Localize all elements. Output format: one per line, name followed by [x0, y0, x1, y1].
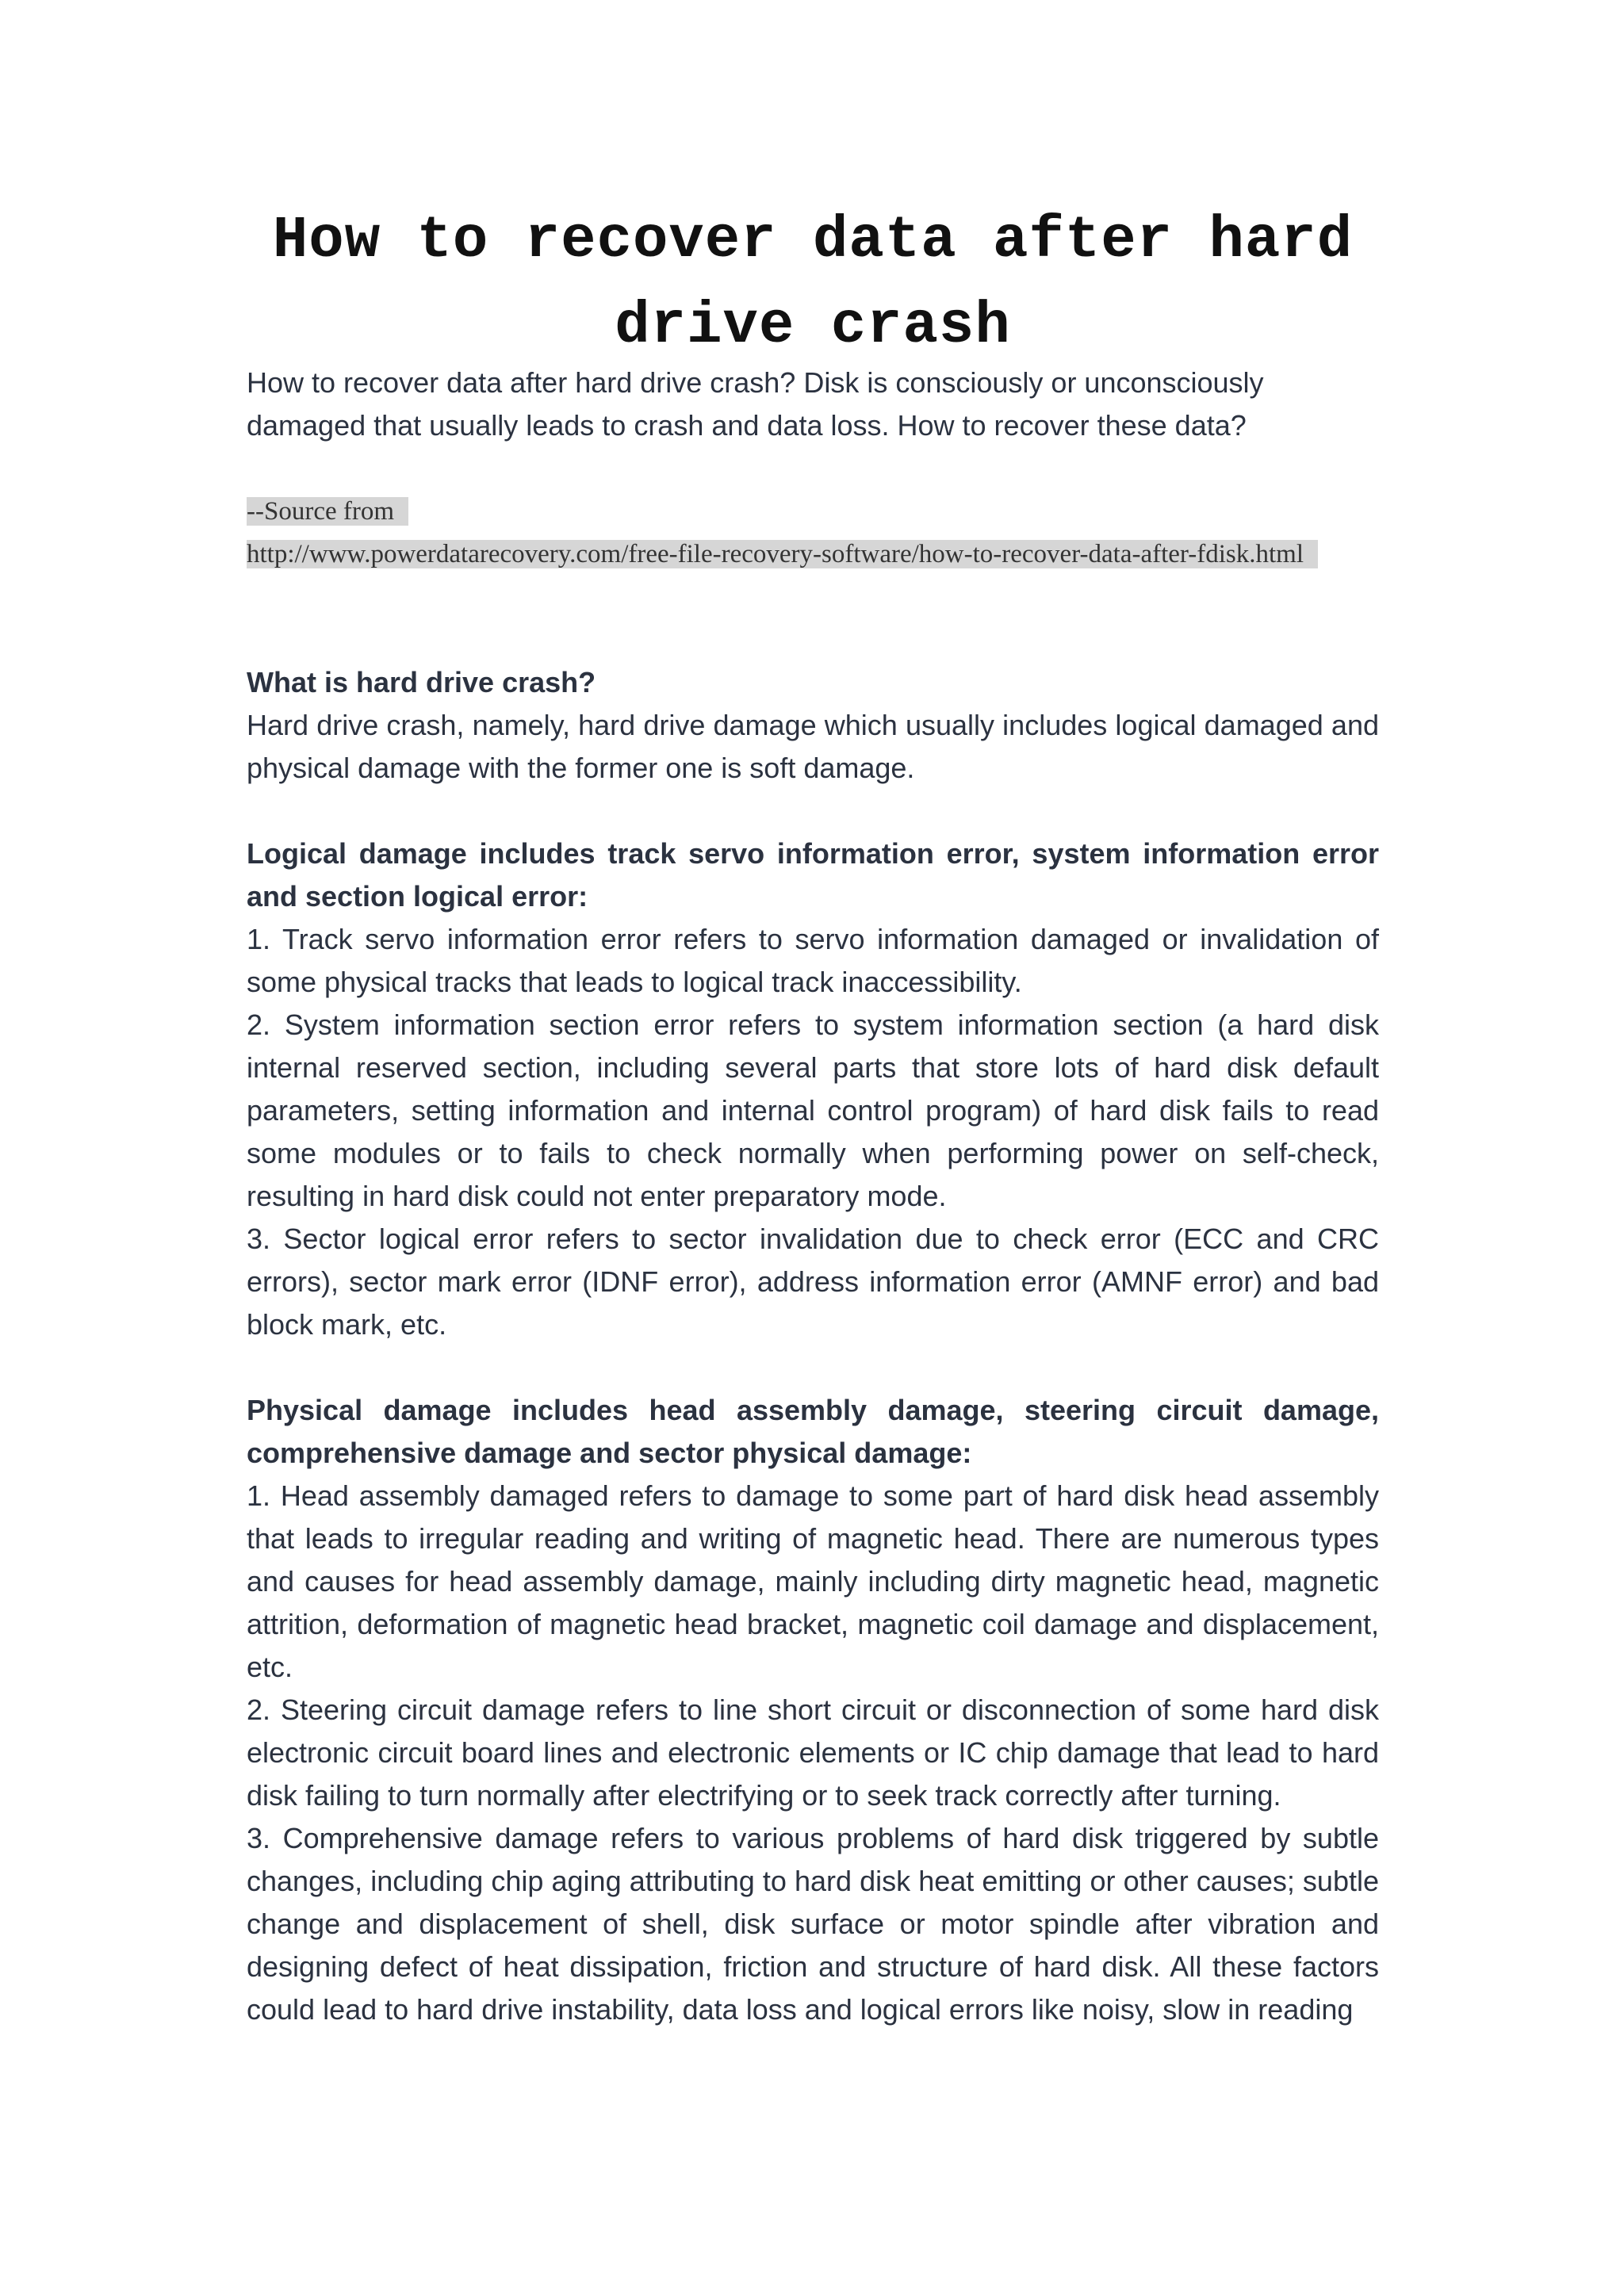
paragraph-gap [247, 790, 1379, 832]
page-title: How to recover data after hard drive crash [272, 208, 1354, 360]
section-body-hard-drive-crash: Hard drive crash, namely, hard drive damage which usually includes logical damaged and physical damage with the former one is soft damage. [247, 709, 1379, 784]
intro-paragraph: How to recover data after hard drive crash? Disk is consciously or unconsciously damaged that usually leads to crash and data loss. How to recover these data? [247, 366, 1264, 442]
list-item-logical-1: 1. Track servo information error refers to servo information damaged or invalidation of some physical tracks that leads to logical track inaccessibility. [247, 923, 1379, 998]
list-item-logical-2: 2. System information section error refers to system information section (a hard disk internal reserved section, including several parts that store lots of hard disk default parameters, setting information and internal control program) of hard disk fails to read some modules or to fails to check normally when performing power on self-check, resulting in hard disk could not enter preparatory mode. [247, 1008, 1379, 1212]
source-url: http://www.powerdatarecovery.com/free-file-recovery-software/how-to-recover-data-after-fdisk.html [247, 540, 1318, 568]
document-page [247, 198, 1379, 2031]
section-heading-physical-damage: Physical damage includes head assembly damage, steering circuit damage, comprehensive damage and sector physical damage: [247, 1394, 1379, 1469]
list-item-physical-1: 1. Head assembly damaged refers to damage to some part of hard disk head assembly that leads to irregular reading and writing of magnetic head. There are numerous types and causes for head assembly damage, mainly including dirty magnetic head, magnetic attrition, deformation of magnetic head bracket, magnetic coil damage and displacement, etc. [247, 1479, 1379, 1683]
list-item-physical-2: 2. Steering circuit damage refers to line short circuit or disconnection of some hard disk electronic circuit board lines and electronic elements or IC chip damage that lead to hard disk failing to turn normally after electrifying or to seek track correctly after turning. [247, 1693, 1379, 1812]
list-item-logical-3: 3. Sector logical error refers to sector invalidation due to check error (ECC and CRC errors), sector mark error (IDNF error), address information error (AMNF error) and bad block mark, etc. [247, 1223, 1379, 1341]
paragraph-gap [247, 1346, 1379, 1389]
section-heading-hard-drive-crash: What is hard drive crash? [247, 666, 596, 698]
list-item-physical-3: 3. Comprehensive damage refers to various problems of hard disk triggered by subtle changes, including chip aging attributing to hard disk heat emitting or other causes; subtle change and displacement of shell, disk surface or motor spindle after vibration and designing defect of heat dissipation, friction and structure of hard disk. All these factors could lead to hard drive instability, data loss and logical errors like noisy, slow in reading [247, 1822, 1379, 2026]
source-label: --Source from [247, 497, 408, 526]
source-block [247, 490, 1379, 576]
section-heading-logical-damage: Logical damage includes track servo information error, system information error and section logical error: [247, 837, 1379, 913]
